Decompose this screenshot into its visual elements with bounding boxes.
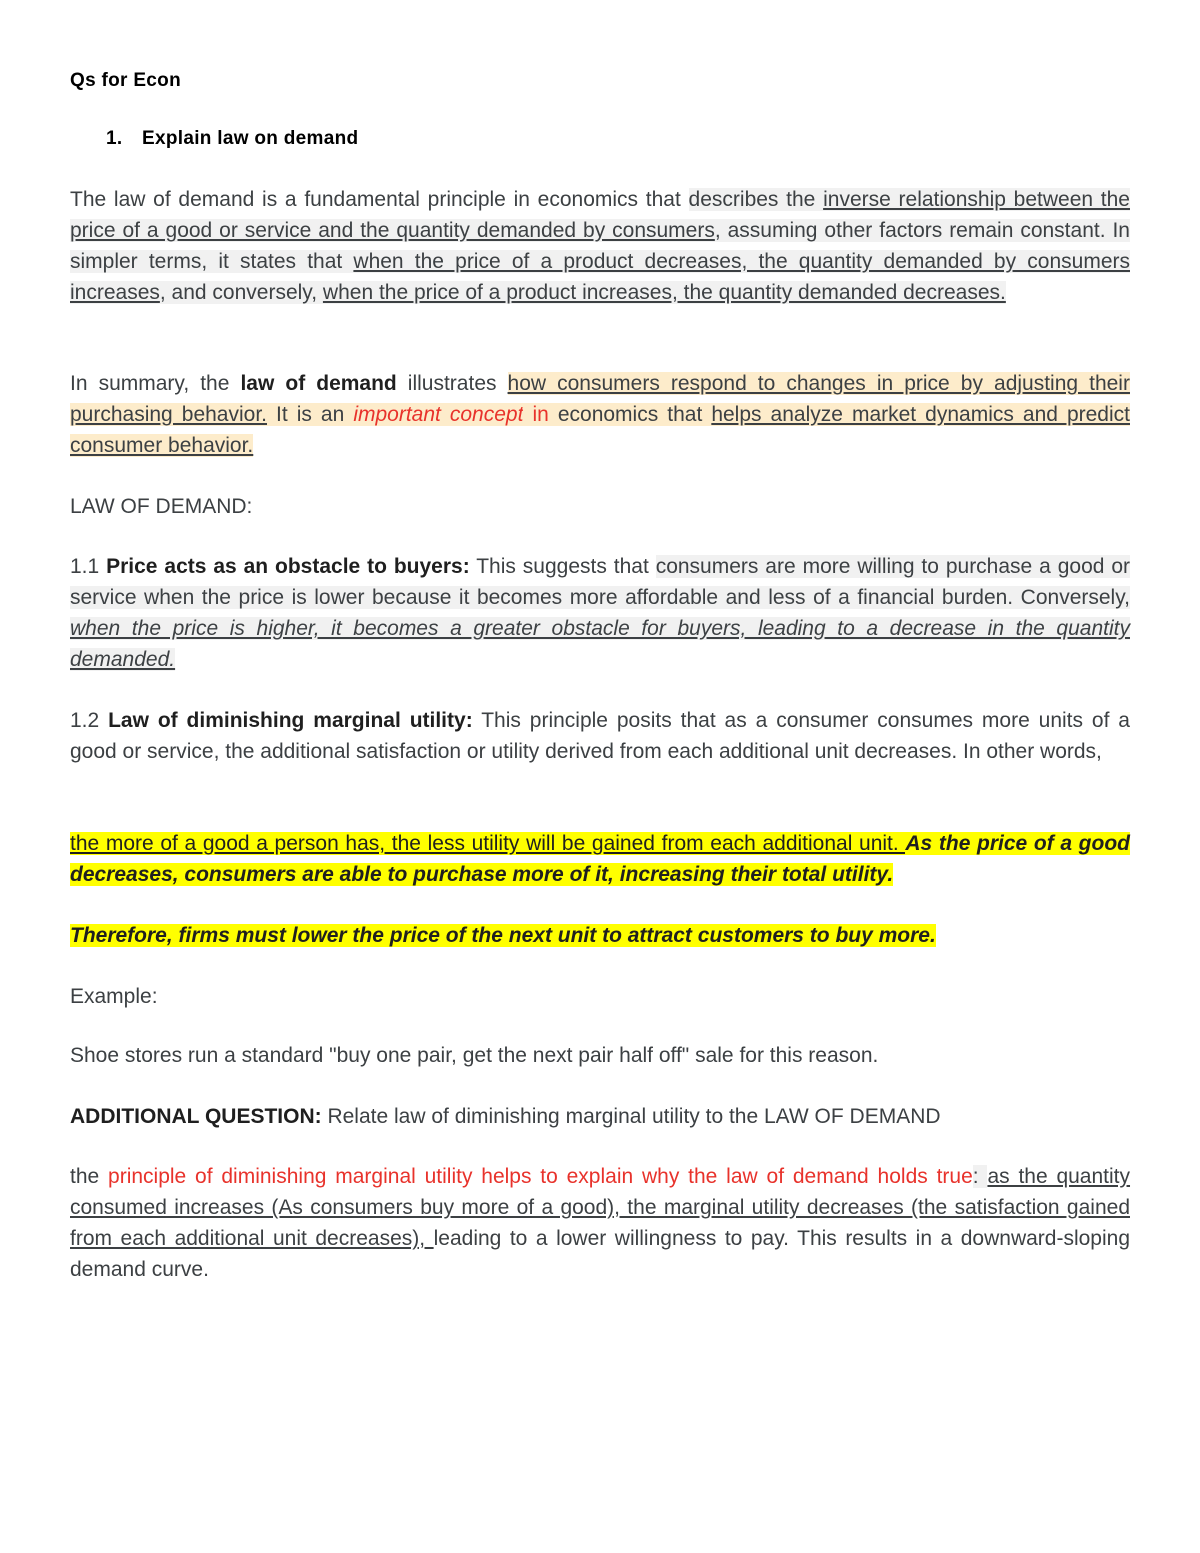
underlined-phrase: when the price of a product decreases, the quantity demanded by consumers increases	[70, 250, 1130, 304]
answer-paragraph: the principle of diminishing marginal utility helps to explain why the law of demand holds true: as the quantity consumed increases (As consumers buy more of a good), the marginal utility decreases (the satisfaction gained from each additional unit decreases), leading to a lower willingness to pay. This results in a downward-sloping demand curve.	[70, 1165, 1131, 1281]
point-1-2: 1.2 Law of diminishing marginal utility: This principle posits that as a consumer consumes more units of a good or service, the additional satisfaction or utility derived from each additional unit decreases. In other words,	[70, 709, 1130, 763]
additional-question: ADDITIONAL QUESTION: Relate law of diminishing marginal utility to the LAW OF DEMAND	[70, 1105, 941, 1128]
document-title: Qs for Econ	[70, 70, 181, 91]
definition-paragraph: The law of demand is a fundamental principle in economics that describes the inverse relationship between the price of a good or service and the quantity demanded by consumers, assuming other factors remain constant. In simpler terms, it states that when the price of a product decreases, the quantity demanded by consumers increases, and conversely, when the price of a product increases, the quantity demanded decreases.	[70, 188, 1130, 304]
highlighted-phrase: As the price of a good decreases, consumers are able to purchase more of it, increasing their total utility.	[70, 832, 1130, 886]
highlighted-phrase: the more of a good a person has, the less utility will be gained from each additional unit.	[70, 832, 906, 855]
question-text: Explain law on demand	[142, 128, 359, 149]
red-phrase: principle of diminishing marginal utility helps to explain why the law of demand holds true	[108, 1165, 973, 1188]
underlined-phrase: when the price of a product increases, the quantity demanded decreases.	[322, 281, 1006, 304]
highlighted-phrase: Therefore, firms must lower the price of the next unit to attract customers to buy more.	[70, 924, 936, 947]
point-title: Law of diminishing marginal utility:	[108, 709, 473, 732]
conclusion-paragraph	[70, 920, 1130, 951]
underlined-phrase: when the price is higher, it becomes a greater obstacle for buyers, leading to a decrease in the quantity demanded.	[70, 617, 1130, 671]
highlighted-phrase: helps analyze market dynamics and predict consumer behavior.	[70, 403, 1130, 457]
question-number: 1.	[106, 128, 123, 149]
section-heading: LAW OF DEMAND:	[70, 495, 253, 518]
highlighted-paragraph	[70, 828, 1130, 890]
summary-paragraph: In summary, the law of demand illustrates how consumers respond to changes in price by adjusting their purchasing behavior. It is an important concept in economics that helps analyze market dynamics and predict consumer behavior.	[70, 372, 1130, 457]
important-phrase: important concept	[353, 403, 524, 426]
point-title: Price acts as an obstacle to buyers:	[106, 555, 470, 578]
highlighted-phrase: how consumers respond to changes in price by adjusting their purchasing behavior.	[70, 372, 1130, 426]
additional-label: ADDITIONAL QUESTION:	[70, 1105, 322, 1128]
underlined-phrase: as the quantity consumed increases (As consumers buy more of a good), the marginal utility decreases (the satisfaction gained from each additional unit decreases),	[70, 1165, 1131, 1250]
question-heading	[106, 128, 358, 150]
bold-term: law of demand	[240, 372, 397, 395]
example-label: Example:	[70, 985, 158, 1008]
underlined-phrase: inverse relationship between the price of a good or service and the quantity demanded by consumers	[70, 188, 1130, 242]
example-text: Shoe stores run a standard "buy one pair, get the next pair half off" sale for this reason.	[70, 1044, 879, 1067]
point-1-1: 1.1 Price acts as an obstacle to buyers: This suggests that consumers are more willing to purchase a good or service when the price is lower because it becomes more affordable and less of a financial burden. Conversely, when the price is higher, it becomes a greater obstacle for buyers, leading to a decrease in the quantity demanded.	[70, 555, 1131, 671]
